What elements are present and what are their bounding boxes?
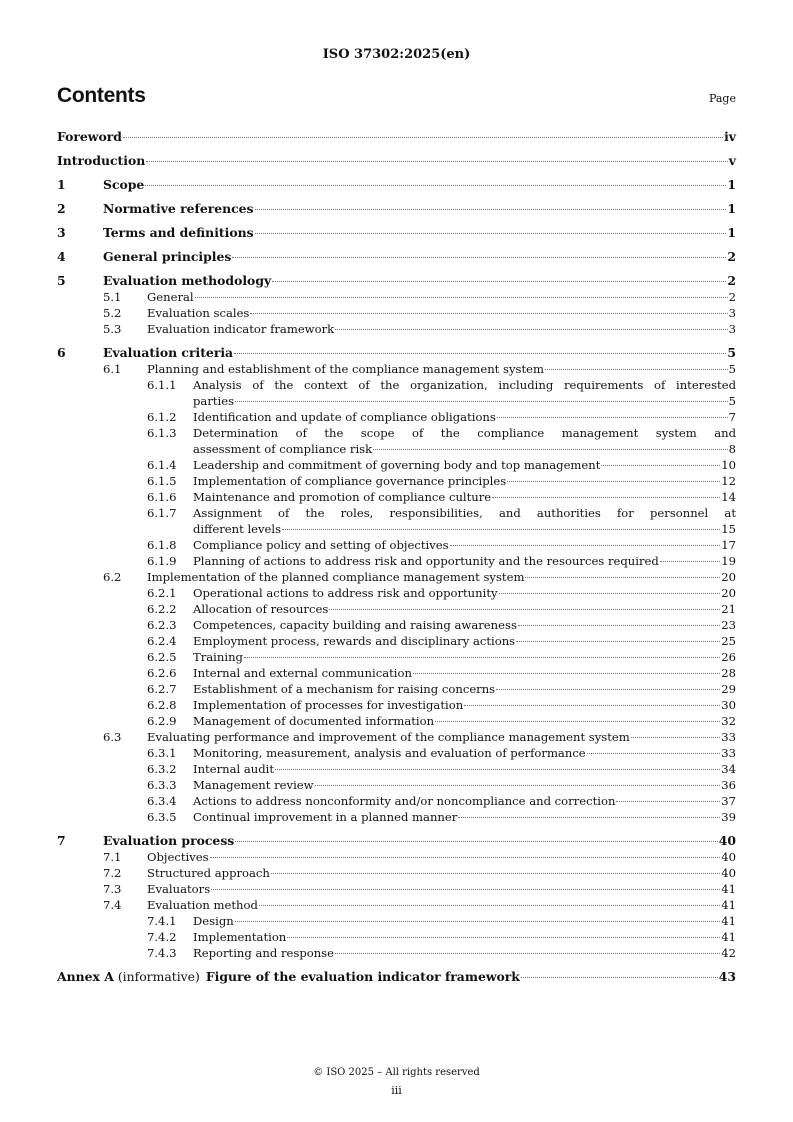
toc-entry-title: Evaluating performance and improvement of the compliance management system	[147, 730, 630, 744]
toc-entry-title: Normative references	[103, 201, 254, 216]
copyright-footer: © ISO 2025 – All rights reserved	[313, 1067, 480, 1078]
toc-entry-title: Evaluation scales	[147, 306, 250, 320]
dot-leader	[255, 209, 727, 210]
toc-entry-page: 17	[721, 538, 736, 552]
toc-entry[interactable]	[57, 793, 736, 809]
toc-entry-page: 41	[721, 914, 736, 928]
toc-entry[interactable]	[57, 225, 736, 241]
dot-leader	[234, 353, 726, 354]
toc-entry-title: Scope	[103, 177, 145, 192]
toc-entry[interactable]	[57, 177, 736, 193]
dot-leader	[271, 873, 720, 874]
toc-entry-number: 6.3.5	[147, 810, 177, 824]
toc-entry[interactable]	[57, 777, 736, 793]
toc-entry-title: Planning of actions to address risk and opportunity and the resources required	[193, 554, 659, 568]
toc-entry-page: 7	[728, 410, 736, 424]
toc-entry[interactable]	[57, 601, 736, 617]
toc-entry-title: Determination of the scope of the compliance management system and	[193, 426, 736, 440]
toc-entry-number: 7.4	[103, 898, 122, 912]
toc-entry-page: 23	[721, 618, 736, 632]
dot-leader	[235, 921, 721, 922]
dot-leader	[275, 769, 720, 770]
toc-entry-number: 7.1	[103, 850, 122, 864]
toc-entry-title: General principles	[103, 249, 232, 264]
toc-entry-title: Implementation	[193, 930, 287, 944]
toc-entry-number: 4	[57, 249, 66, 264]
toc-entry-page: 1	[727, 177, 736, 192]
toc-entry-title: Evaluation process	[103, 833, 235, 848]
dot-leader	[232, 257, 726, 258]
toc-entry[interactable]	[57, 833, 736, 849]
dot-leader	[145, 185, 726, 186]
toc-entry-page: 33	[721, 730, 736, 744]
toc-entry-title: Implementation of compliance governance principles	[193, 474, 507, 488]
toc-entry-title: General	[147, 290, 194, 304]
toc-entry-title: Implementation of the planned compliance management system	[147, 570, 525, 584]
dot-leader	[525, 577, 720, 578]
toc-entry[interactable]	[57, 945, 736, 961]
toc-entry-title: Employment process, rewards and disciplinary actions	[193, 634, 516, 648]
toc-entry-page: 5	[727, 345, 736, 360]
toc-entry-page: 40	[721, 866, 736, 880]
dot-leader	[499, 593, 721, 594]
toc-entry-page: 8	[728, 442, 736, 456]
toc-entry-number: 6.1.8	[147, 538, 177, 552]
toc-entry-number: 2	[57, 201, 66, 216]
toc-entry-page: iv	[724, 129, 736, 144]
toc-entry[interactable]	[57, 425, 736, 441]
toc-entry-title: Implementation of processes for investigation	[193, 698, 464, 712]
dot-leader	[518, 625, 720, 626]
toc-entry-number: 6.1.1	[147, 378, 177, 392]
toc-entry-number: 6.2.5	[147, 650, 177, 664]
toc-entry-number: 7.2	[103, 866, 122, 880]
toc-entry[interactable]	[57, 713, 736, 729]
toc-entry-number: 3	[57, 225, 66, 240]
dot-leader	[211, 889, 720, 890]
toc-entry-number: 6.3.2	[147, 762, 177, 776]
toc-entry[interactable]	[57, 897, 736, 913]
toc-entry-number: 6.2.3	[147, 618, 177, 632]
toc-entry[interactable]	[57, 865, 736, 881]
toc-entry-number: 6.1.5	[147, 474, 177, 488]
toc-entry[interactable]	[57, 129, 736, 145]
toc-entry-page: 41	[721, 898, 736, 912]
toc-entry-title: Design	[193, 914, 234, 928]
toc-entry[interactable]	[57, 289, 736, 305]
toc-entry-number: 6.1	[103, 362, 122, 376]
toc-entry-annex[interactable]	[57, 969, 736, 985]
dot-leader	[587, 753, 721, 754]
toc-entry-title: Training	[193, 650, 243, 664]
toc-entry[interactable]	[57, 361, 736, 377]
toc-entry-title: Objectives	[147, 850, 209, 864]
toc-entry-title: Establishment of a mechanism for raising concerns	[193, 682, 496, 696]
toc-entry-title: Analysis of the context of the organization, including requirements of interested	[193, 378, 736, 392]
toc-entry[interactable]	[57, 849, 736, 865]
toc-entry[interactable]	[57, 913, 736, 929]
toc-entry-title: Internal and external communication	[193, 666, 412, 680]
toc-entry-page: 2	[728, 290, 736, 304]
toc-entry-page: 20	[721, 586, 736, 600]
toc-entry[interactable]	[57, 729, 736, 745]
dot-leader	[413, 673, 720, 674]
annex-qualifier: (informative)	[117, 969, 200, 984]
toc-entry-page: 33	[721, 746, 736, 760]
toc-entry-title: Leadership and commitment of governing body and top management	[193, 458, 601, 472]
toc-entry[interactable]	[57, 569, 736, 585]
toc-entry-page: 34	[721, 762, 736, 776]
toc-entry-page: 26	[721, 650, 736, 664]
toc-entry-title: Competences, capacity building and raising awareness	[193, 618, 517, 632]
toc-entry-page: 5	[728, 394, 736, 408]
toc-entry-title: Evaluation methodology	[103, 273, 272, 288]
toc-entry[interactable]	[57, 617, 736, 633]
toc-entry-title: Planning and establishment of the compliance management system	[147, 362, 544, 376]
toc-entry[interactable]	[57, 153, 736, 169]
toc-entry-title: different levels	[193, 522, 282, 536]
toc-entry-number: 7	[57, 833, 66, 848]
toc-entry[interactable]	[57, 201, 736, 217]
toc-entry-number: 6.3.4	[147, 794, 177, 808]
dot-leader	[601, 465, 720, 466]
dot-leader	[250, 313, 727, 314]
toc-entry-title: Actions to address nonconformity and/or noncompliance and correction	[193, 794, 616, 808]
dot-leader	[545, 369, 728, 370]
toc-entry-page: 36	[721, 778, 736, 792]
toc-entry-page: 2	[727, 249, 736, 264]
toc-entry-number: 6.3	[103, 730, 122, 744]
toc-entry-page: 29	[721, 682, 736, 696]
toc-entry-number: 6.2.8	[147, 698, 177, 712]
toc-entry[interactable]	[57, 249, 736, 265]
toc-entry-number: 6.2.7	[147, 682, 177, 696]
dot-leader	[335, 953, 720, 954]
dot-leader	[282, 529, 720, 530]
toc-entry[interactable]	[57, 273, 736, 289]
toc-entry-page: v	[728, 153, 736, 168]
toc-entry[interactable]	[57, 881, 736, 897]
toc-entry-title: parties	[193, 394, 235, 408]
toc-entry[interactable]	[57, 633, 736, 649]
toc-entry-number: 6.1.7	[147, 506, 177, 520]
toc-entry[interactable]	[57, 489, 736, 505]
toc-entry-title: Management review	[193, 778, 314, 792]
toc-entry-title: Monitoring, measurement, analysis and evaluation of performance	[193, 746, 586, 760]
dot-leader	[315, 785, 721, 786]
toc-entry-title: Terms and definitions	[103, 225, 254, 240]
page-title: Contents	[57, 84, 146, 107]
toc-entry-title: Management of documented information	[193, 714, 435, 728]
toc-entry-page: 5	[728, 362, 736, 376]
dot-leader	[195, 297, 728, 298]
toc-entry-page: 41	[721, 882, 736, 896]
dot-leader	[516, 641, 720, 642]
toc-entry-title: Allocation of resources	[193, 602, 329, 616]
toc-entry-title: Evaluators	[147, 882, 211, 896]
toc-entry-title: assessment of compliance risk	[193, 442, 373, 456]
dot-leader	[464, 705, 720, 706]
toc-entry-number: 6	[57, 345, 66, 360]
dot-leader	[123, 137, 723, 138]
toc-entry-number: 6.1.6	[147, 490, 177, 504]
annex-page: 43	[718, 969, 736, 984]
toc-entry-title: Evaluation criteria	[103, 345, 234, 360]
toc-entry[interactable]	[57, 681, 736, 697]
dot-leader	[373, 449, 727, 450]
toc-entry-number: 6.2	[103, 570, 122, 584]
toc-entry-number: 6.2.9	[147, 714, 177, 728]
document-header: ISO 37302:2025(en)	[322, 47, 471, 62]
dot-leader	[450, 545, 721, 546]
toc-entry-page: 1	[727, 225, 736, 240]
dot-leader	[458, 817, 720, 818]
toc-entry[interactable]	[57, 537, 736, 553]
toc-entry-number: 7.4.3	[147, 946, 177, 960]
toc-entry[interactable]	[57, 585, 736, 601]
toc-entry-number: 6.1.9	[147, 554, 177, 568]
toc-entry-number: 7.3	[103, 882, 122, 896]
table-of-contents	[57, 129, 736, 985]
toc-entry-number: 6.2.2	[147, 602, 177, 616]
dot-leader	[329, 609, 720, 610]
toc-entry-title: Continual improvement in a planned manner	[193, 810, 458, 824]
toc-entry-page: 40	[721, 850, 736, 864]
dot-leader	[259, 905, 720, 906]
toc-entry-page: 25	[721, 634, 736, 648]
dot-leader	[244, 657, 720, 658]
toc-entry-page: 1	[727, 201, 736, 216]
toc-entry[interactable]	[57, 745, 736, 761]
toc-entry-title: Maintenance and promotion of compliance culture	[193, 490, 492, 504]
annex-label: Annex A	[57, 969, 114, 984]
dot-leader	[496, 689, 720, 690]
toc-entry-title: Internal audit	[193, 762, 275, 776]
toc-entry-page: 37	[721, 794, 736, 808]
dot-leader	[507, 481, 720, 482]
dot-leader	[521, 977, 718, 978]
toc-entry[interactable]	[57, 553, 736, 569]
toc-entry-page: 30	[721, 698, 736, 712]
toc-entry-number: 6.1.4	[147, 458, 177, 472]
toc-entry-page: 14	[721, 490, 736, 504]
toc-entry-number: 5.2	[103, 306, 122, 320]
toc-entry-number: 5	[57, 273, 66, 288]
toc-entry-continuation[interactable]	[57, 521, 736, 537]
toc-entry-page: 2	[727, 273, 736, 288]
toc-entry[interactable]	[57, 649, 736, 665]
dot-leader	[631, 737, 720, 738]
toc-entry-number: 6.1.3	[147, 426, 177, 440]
dot-leader	[287, 937, 720, 938]
dot-leader	[492, 497, 720, 498]
toc-entry-page: 32	[721, 714, 736, 728]
toc-entry-title: Compliance policy and setting of objectives	[193, 538, 449, 552]
toc-entry-number: 6.1.2	[147, 410, 177, 424]
toc-entry-number: 7.4.2	[147, 930, 177, 944]
dot-leader	[616, 801, 720, 802]
dot-leader	[146, 161, 728, 162]
toc-entry-page: 19	[721, 554, 736, 568]
toc-entry-page: 3	[728, 306, 736, 320]
toc-entry-number: 6.2.6	[147, 666, 177, 680]
toc-entry-page: 12	[721, 474, 736, 488]
toc-entry-title: Evaluation method	[147, 898, 258, 912]
dot-leader	[255, 233, 727, 234]
toc-entry[interactable]	[57, 929, 736, 945]
toc-entry-number: 5.3	[103, 322, 122, 336]
toc-entry-title: Reporting and response	[193, 946, 334, 960]
dot-leader	[210, 857, 721, 858]
toc-entry-number: 6.3.1	[147, 746, 177, 760]
toc-entry-title: Evaluation indicator framework	[147, 322, 335, 336]
toc-entry-page: 20	[721, 570, 736, 584]
toc-entry-number: 5.1	[103, 290, 122, 304]
toc-entry-page: 28	[721, 666, 736, 680]
toc-entry-title: Assignment of the roles, responsibilities, and authorities for personnel at	[193, 506, 736, 520]
toc-entry-number: 1	[57, 177, 66, 192]
toc-entry-page: 15	[721, 522, 736, 536]
toc-entry[interactable]	[57, 345, 736, 361]
toc-entry-continuation[interactable]	[57, 441, 736, 457]
toc-entry-title: Structured approach	[147, 866, 270, 880]
toc-entry-title: Introduction	[57, 153, 146, 168]
toc-entry-page: 39	[721, 810, 736, 824]
toc-entry-page: 21	[721, 602, 736, 616]
toc-entry[interactable]	[57, 505, 736, 521]
toc-entry-number: 7.4.1	[147, 914, 177, 928]
toc-entry-number: 6.3.3	[147, 778, 177, 792]
toc-entry[interactable]	[57, 697, 736, 713]
dot-leader	[272, 281, 726, 282]
dot-leader	[235, 841, 717, 842]
toc-entry-number: 6.2.1	[147, 586, 177, 600]
toc-entry-page: 10	[721, 458, 736, 472]
toc-entry-page: 3	[728, 322, 736, 336]
toc-entry[interactable]	[57, 761, 736, 777]
dot-leader	[235, 401, 728, 402]
toc-entry[interactable]	[57, 409, 736, 425]
dot-leader	[435, 721, 720, 722]
toc-entry-title: Identification and update of compliance obligations	[193, 410, 496, 424]
toc-entry-page: 42	[721, 946, 736, 960]
toc-entry[interactable]	[57, 305, 736, 321]
toc-entry-page: 41	[721, 930, 736, 944]
dot-leader	[335, 329, 727, 330]
toc-entry-title: Foreword	[57, 129, 122, 144]
toc-entry-continuation[interactable]	[57, 393, 736, 409]
annex-title: Figure of the evaluation indicator framework	[205, 969, 520, 984]
toc-entry[interactable]	[57, 665, 736, 681]
dot-leader	[497, 417, 728, 418]
dot-leader	[660, 561, 720, 562]
toc-entry[interactable]	[57, 321, 736, 337]
page-number: iii	[391, 1084, 402, 1097]
toc-entry-number: 6.2.4	[147, 634, 177, 648]
toc-entry-title: Operational actions to address risk and opportunity	[193, 586, 498, 600]
toc-entry[interactable]	[57, 377, 736, 393]
page-column-label: Page	[708, 92, 736, 105]
toc-entry[interactable]	[57, 473, 736, 489]
toc-entry[interactable]	[57, 457, 736, 473]
toc-entry-page: 40	[718, 833, 736, 848]
toc-entry[interactable]	[57, 809, 736, 825]
